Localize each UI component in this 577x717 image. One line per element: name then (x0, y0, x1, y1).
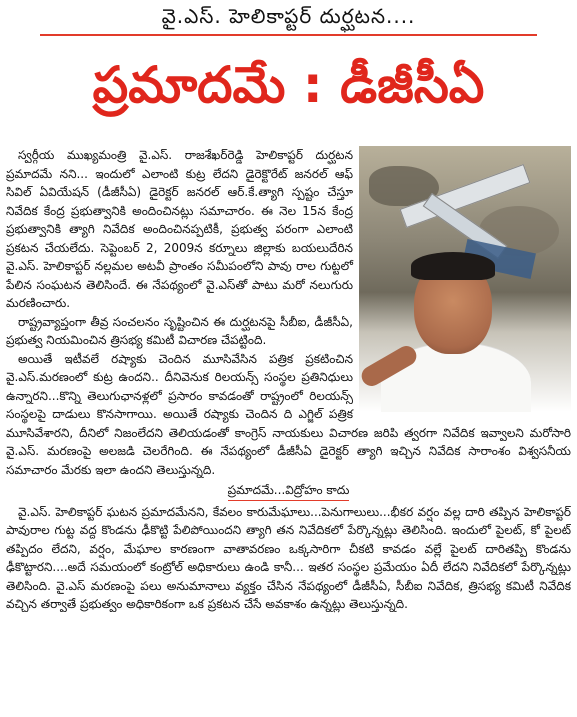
paragraph-2: రాష్ట్రవ్యాప్తంగా తీవ్ర సంచలనం సృష్టించిన ఈ దుర్ఘటనపై సీబీఐ, డీజీసీఏ, ప్రభుత్వ నియమించిన త్రిసభ్య కమిటీ విచారణ చేపట్టింది. (6, 314, 353, 347)
subheading-wrap (6, 481, 571, 501)
kicker-underline (40, 34, 537, 36)
news-photo (359, 146, 571, 412)
paragraph-3: అయితే ఇటీవలే రష్యాకు చెందిన మూసివేసిన పత్రిక ప్రకటించిన వై.ఎస్.మరణంలో కుట్ర ఉందని.. దీనివెనుక రిలయన్స్ సంస్థల ప్రతినిధులు ఉన్నారని...కొన్ని తెలుగుఛానళ్లలో ప్రసారం కావడంతో రాష్ట్రంలో రిలయన్స్ సంస్థలపై దాడులు కొనసాగాయి. అయితే రష్యాకు చెందిన ది ఎగ్జిల్ పత్రిక మూసివేశారని, దీనిలో నిజంలేదని తెలియడంతో కాంగ్రెస్ నాయకులు విచారణ జరిపి త్వరగా నివేదిక ఇవ్వాలని మరోసారి వై.ఎస్. మరణంపై అలజడి చెలరేగింది. ఈ నేపథ్యంలో డీజీసీఏ డైరెక్టర్ త్యాగి ఇచ్చిన నివేదిక సారాంశం విశ్వసనీయ సమాచారం మేరకు ఇలా ఉందని తెలుస్తున్నది. (6, 351, 571, 477)
article-body (6, 146, 571, 708)
subheading: ప్రమాదమే...విద్రోహం కాదు (228, 481, 350, 501)
portrait-hair (411, 252, 495, 280)
paragraph-4: వై.ఎస్. హెలికాప్టర్ ఘటన ప్రమాదమేనని, కేవలం కారుమేఘాలు...పెనుగాలులు...భీకర వర్షం వల్ల దారి తప్పిన హెలికాప్టర్ పావురాల గుట్ట వద్ద కొండను ఢీకొట్టి పేలిపోయిందని త్యాగి తన నివేదికలో పేర్కొన్నట్లు తెలిసింది. ఇందులో పైలట్, కో పైలట్ తప్పిదం లేదని, వర్షం, మేఘాల కారణంగా వాతావరణం ఒక్కసారిగా చీకటి కావడం వల్లే పైలట్ దారితప్పి కొండను ఢీకొట్టారని....అదే సమయంలో కంట్రోల్ అధికారులు ఉండి కానీ... ఇతర సంస్థల ప్రమేయం ఏదీ లేదని నివేదికలో పేర్కొన్నట్లు తెలిసింది. వై.ఎస్ మరణంపై పలు అనుమానాలు వ్యక్తం చేసిన నేపథ్యంలో డీజీసీఏ, సీబీఐ నివేదిక, త్రిసభ్య కమిటీ నివేదిక వచ్చిన తర్వాతే ప్రభుత్వం అధికారికంగా ఒక ప్రకటన చేసే అవకాశం ఉన్నట్లు తెలుస్తున్నది. (6, 504, 571, 611)
headline: ప్రమాదమే : డీజీసీఏ (92, 56, 485, 114)
paragraph-1: స్వర్గీయ ముఖ్యమంత్రి వై.ఎస్. రాజశేఖర్‌రెడ్డి హెలికాప్టర్ దుర్ఘటన ప్రమాదమే నని... ఇందులో ఎలాంటి కుట్ర లేదని డైరెక్టొరేట్ జనరల్ ఆఫ్ సివిల్ ఏవియేషన్ (డీజీసీఏ) డైరెక్టర్ జనరల్ ఆర్.కే.త్యాగి స్పష్టం చేస్తూ నివేదిక కేంద్ర ప్రభుత్వానికి అందించినట్లు సమాచారం. ఈ నెల 15న కేంద్ర ప్రభుత్వానికి త్యాగి నివేదిక అందించినప్పటికీ, ప్రభుత్వ పరంగా ఎలాంటి ప్రకటన చేయలేదు. సెప్టెంబర్ 2, 2009న కర్నూలు జిల్లాకు బయలుదేరిన వై.ఎస్. హెలికాప్టర్ నల్లమల అటవీ ప్రాంతం సమీపంలోని పావు రాల గుట్టలో పేలిన సంఘటన తెలిసిందే. ఈ నేపథ్యంలో వై.ఎస్‌తో పాటు మరో నలుగురు మరణించారు. (6, 148, 353, 310)
kicker-title: వై.ఎస్. హెలికాప్టర్ దుర్ఘటన.... (161, 4, 416, 28)
